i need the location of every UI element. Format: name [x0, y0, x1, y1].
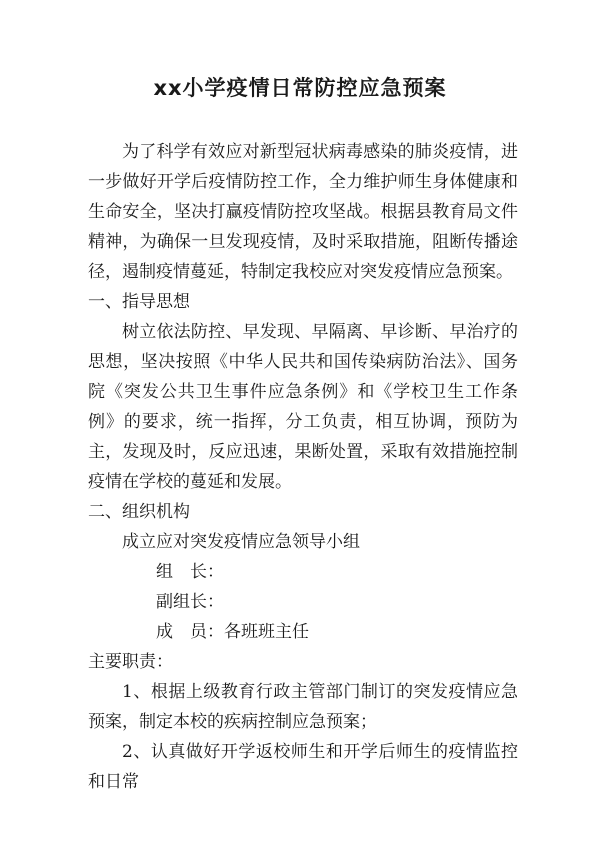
members-label: 成 员： — [156, 622, 224, 642]
guiding-ideology-paragraph: 树立依法防控、早发现、早隔离、早诊断、早治疗的思想，坚决按照《中华人民共和国传染病防治法》、国务院《突发公共卫生事件应急条例》和《学校卫生工作条例》的要求，统一指挥，分工负责，相互协调，预防为主，发现及时，反应迅速，果断处置，采取有效措施控制疫情在学校的蔓延和发展。 — [88, 322, 518, 492]
deputy-leader-line — [88, 587, 518, 617]
document-title: xx小学疫情日常防控应急预案 — [153, 76, 447, 100]
leader-line — [88, 557, 518, 587]
document-body — [88, 137, 518, 797]
members-line — [88, 617, 518, 647]
members-value: 各班班主任 — [224, 622, 309, 642]
leadership-group-line: 成立应对突发疫情应急领导小组 — [122, 532, 360, 552]
section-heading-organization: 二、组织机构 — [88, 502, 190, 522]
intro-paragraph: 为了科学有效应对新型冠状病毒感染的肺炎疫情，进一步做好开学后疫情防控工作，全力维护师生身体健康和生命安全，坚决打赢疫情防控攻坚战。根据县教育局文件精神，为确保一旦发现疫情，及时采取措施，阻断传播途径，遏制疫情蔓延，特制定我校应对突发疫情应急预案。 — [88, 142, 518, 282]
duty-item: 2、认真做好开学返校师生和开学后师生的疫情监控和日常 — [88, 742, 518, 792]
section-heading-guiding-ideology: 一、指导思想 — [88, 292, 190, 312]
leader-label: 组 长： — [156, 562, 224, 582]
deputy-leader-label: 副组长： — [156, 592, 224, 612]
duty-item: 1、根据上级教育行政主管部门制订的突发疫情应急预案，制定本校的疾病控制应急预案； — [88, 682, 518, 732]
main-duties-heading: 主要职责： — [88, 652, 173, 672]
